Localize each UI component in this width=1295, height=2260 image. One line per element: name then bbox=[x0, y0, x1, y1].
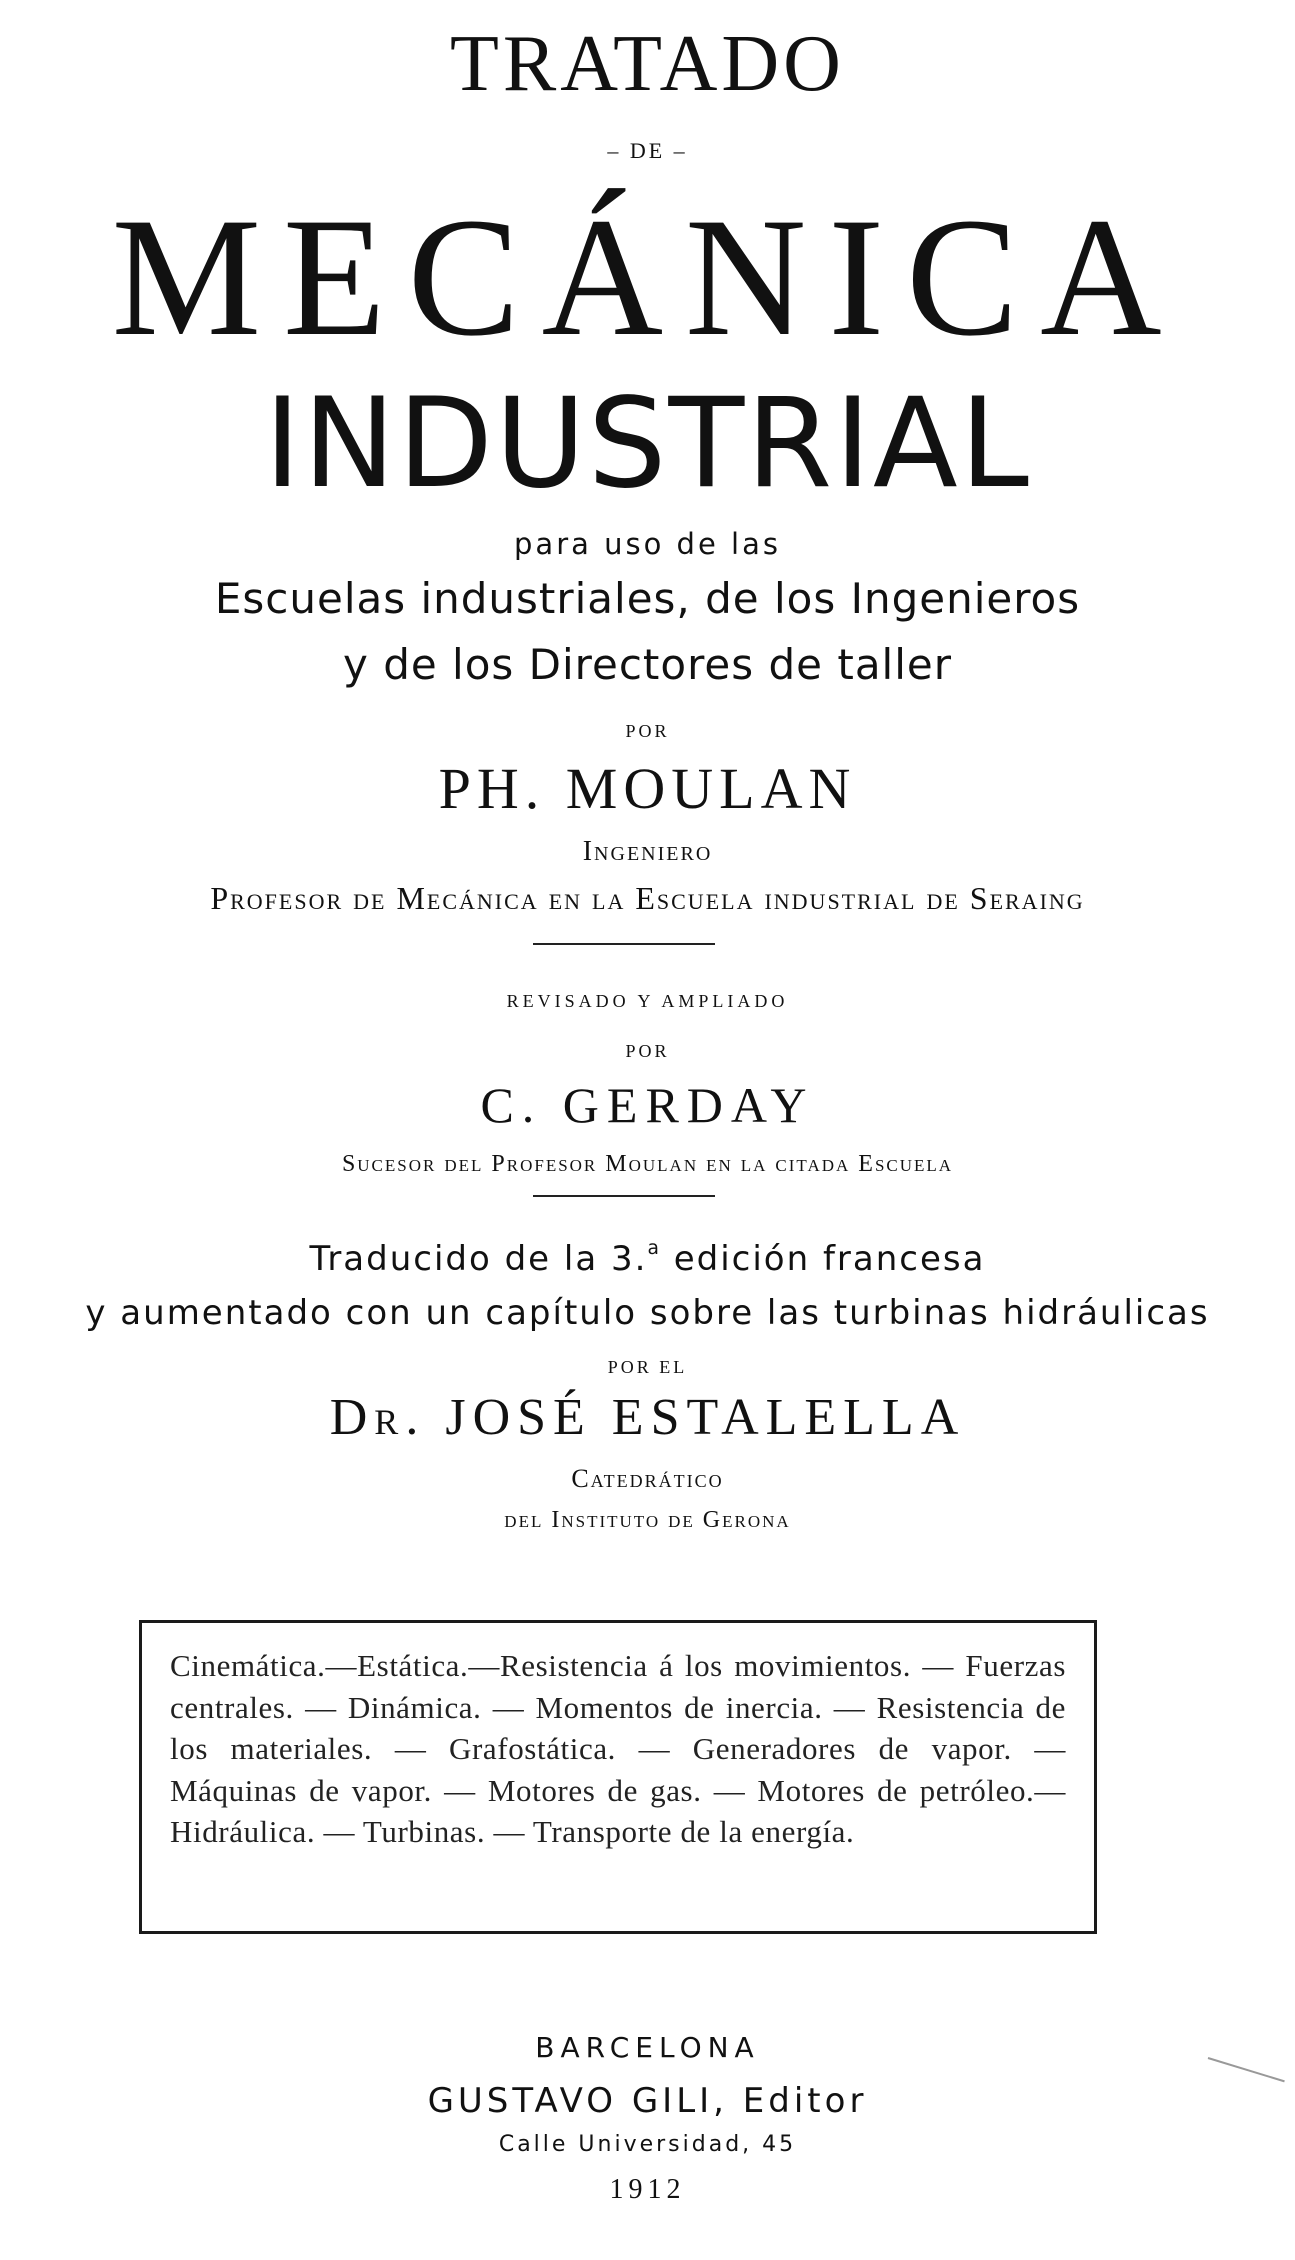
imprint-city: BARCELONA bbox=[535, 2031, 760, 2064]
divider-rule bbox=[533, 1195, 715, 1197]
translator-line bbox=[0, 1389, 1295, 1446]
contents-summary-text: Cinemática.—Estática.—Resistencia á los movimientos. — Fuerzas centrales. — Dinámica. — Momentos de inercia. — Resistencia de los materiales. — Grafostática. — Generadores de vapor. — Máquinas de vapor. — Motores de gas. — Motores de petróleo.— Hidráulica. — Turbinas. — Transporte de la energía. bbox=[170, 1648, 1066, 1849]
by-label-translator: POR EL bbox=[607, 1357, 688, 1377]
translator-title: Catedrático bbox=[571, 1464, 724, 1493]
title-line-tratado: TRATADO bbox=[450, 20, 845, 108]
translation-edition-text: Traducido de la 3. bbox=[309, 1239, 648, 1279]
by-label-reviser: POR bbox=[625, 1041, 670, 1061]
imprint-publisher: GUSTAVO GILI, Editor bbox=[427, 2081, 868, 2121]
translator-honorific: Dr. bbox=[329, 1389, 426, 1446]
by-label-author: POR bbox=[625, 721, 670, 741]
author-title: Ingeniero bbox=[582, 836, 713, 867]
imprint-year: 1912 bbox=[609, 2174, 686, 2205]
author-name: PH. MOULAN bbox=[438, 756, 857, 821]
title-line-mecanica: MECÁNICA bbox=[111, 183, 1184, 371]
translation-edition-suffix: edición francesa bbox=[660, 1239, 986, 1279]
title-connector: – DE – bbox=[607, 138, 688, 163]
title-line-industrial: INDUSTRIAL bbox=[264, 372, 1031, 516]
author-affiliation: Profesor de Mecánica en la Escuela industrial de Seraing bbox=[210, 880, 1085, 916]
reviser-name: C. GERDAY bbox=[480, 1077, 815, 1133]
translation-note-line-2: y aumentado con un capítulo sobre las turbinas hidráulicas bbox=[85, 1293, 1210, 1333]
reviser-description: Sucesor del Profesor Moulan en la citada Escuela bbox=[341, 1151, 954, 1177]
imprint-address: Calle Universidad, 45 bbox=[498, 2132, 797, 2157]
translation-note-line-1 bbox=[0, 1238, 1295, 1279]
translator-name: JOSÉ ESTALELLA bbox=[445, 1389, 966, 1446]
translation-edition-ordinal: a bbox=[647, 1238, 661, 1260]
divider-rule bbox=[533, 943, 715, 945]
subtitle-intro: para uso de las bbox=[514, 527, 781, 561]
translator-affiliation: del Instituto de Gerona bbox=[504, 1507, 791, 1533]
contents-summary-box bbox=[139, 1620, 1097, 1934]
revised-label: REVISADO Y AMPLIADO bbox=[506, 991, 789, 1011]
subtitle-line-2: y de los Directores de taller bbox=[342, 640, 953, 689]
subtitle-line-1: Escuelas industriales, de los Ingenieros bbox=[214, 574, 1081, 623]
